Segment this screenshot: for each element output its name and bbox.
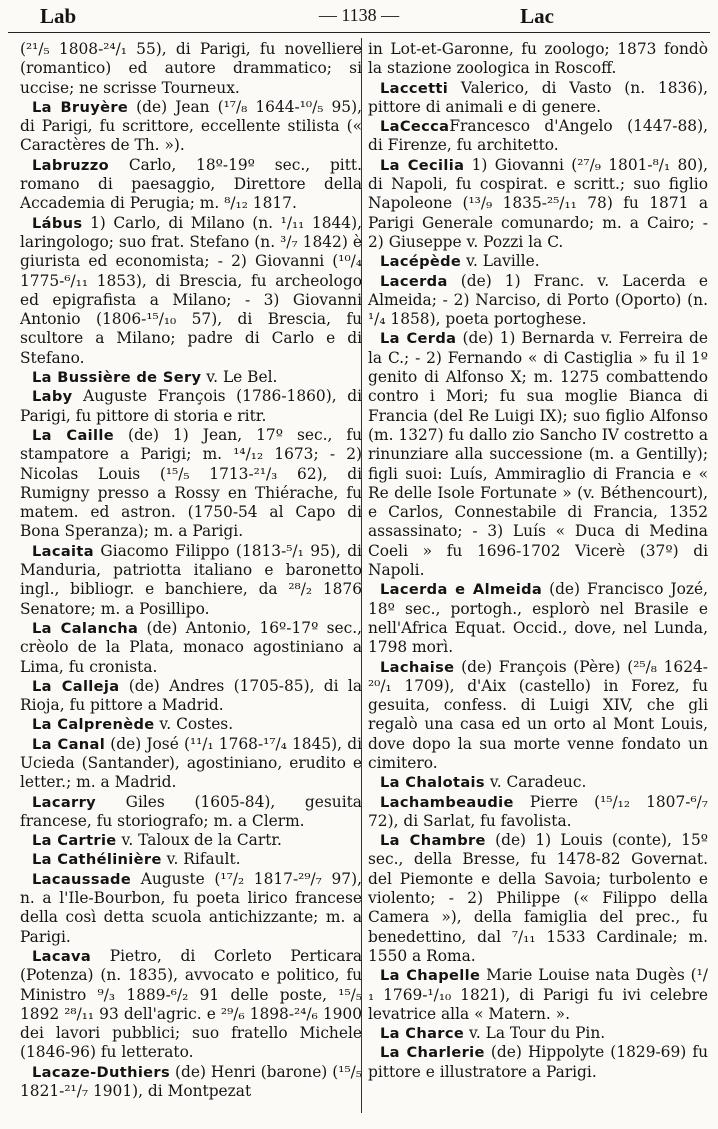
entry-text: (de) José (¹¹/₁ 1768-¹⁷/₄ 1845), di Ucieda (Santander), agostiniano, erudito e letter.; m. a Madrid. — [20, 734, 362, 792]
dictionary-entry — [20, 850, 362, 869]
entry-text: Pierre (¹⁵/₁₂ 1807-⁶/₇ 72), di Sarlat, fu favolista. — [368, 792, 708, 830]
dictionary-entry — [368, 773, 708, 792]
dictionary-entry — [20, 1063, 362, 1102]
entry-headword: La Bussière de Sery — [32, 369, 202, 387]
dictionary-entry — [20, 715, 362, 734]
dictionary-entry — [20, 426, 362, 542]
entry-text: (²¹/₅ 1808-²⁴/₁ 55), di Parigi, fu novelliere (romantico) ed autore drammatico; si uccise; ne scrisse Tourneux. — [20, 40, 362, 97]
entry-text: Giles (1605-84), gesuita francese, fu storiografo; m. a Clerm. — [20, 792, 362, 830]
entry-headword: Laccetti — [380, 79, 449, 97]
dictionary-entry — [20, 214, 362, 368]
entry-headword: La Calancha — [32, 619, 139, 637]
entry-headword: La Canal — [32, 735, 106, 753]
entry-headword: La Charlerie — [380, 1044, 485, 1062]
dictionary-entry — [20, 677, 362, 716]
entry-text: v. Costes. — [159, 715, 234, 734]
page-header — [0, 0, 718, 34]
entry-text: (de) Henri (barone) (¹⁵/₅ 1821-²¹/₇ 1901), di Montpezat — [20, 1062, 362, 1101]
dictionary-entry — [20, 870, 362, 947]
page-number: — 1138 — — [318, 5, 400, 25]
entry-text: (de) Antonio, 16º-17º sec., crèolo de la Plata, monaco agostiniano a Lima, fu cronista. — [20, 618, 362, 676]
entry-headword: La Cathélinière — [32, 851, 162, 869]
header-rule — [8, 32, 710, 33]
dictionary-entry — [368, 658, 708, 774]
entry-text: Giacomo Filippo (1813-⁵/₁ 95), di Manduria, patriotta italiano e baronetto ingl., bibliogr. e banchiere, da ²⁸/₂ 1876 Senatore; m. a Posillipo. — [20, 541, 362, 618]
entry-text: v. Taloux de la Cartr. — [121, 831, 282, 850]
header-right-keyword: Lac — [520, 4, 554, 28]
entry-headword: Lacaita — [32, 542, 94, 560]
dictionary-entry — [20, 793, 362, 832]
entry-headword: La Charce — [380, 1025, 465, 1043]
left-column — [20, 40, 362, 1101]
entry-text: v. Le Bel. — [206, 368, 278, 387]
entry-headword: La Chapelle — [380, 967, 481, 985]
entry-text: (de) François (Père) (²⁵/₈ 1624-²⁰/₁ 1709), d'Aix (castello) in Forez, fu gesuita, confess. di Luigi XIV, che gli regalò una casa ed un orto al Mont Louis, dove dopo la sua morte venne fondato un cimitero. — [368, 657, 708, 772]
entry-text: Valerico, di Vasto (n. 1836), pittore di animali e di genere. — [368, 78, 708, 116]
dictionary-entry — [368, 156, 708, 252]
entry-text: v. Rifault. — [166, 850, 241, 869]
entry-headword: Lachaise — [380, 658, 455, 676]
dictionary-entry — [20, 40, 362, 98]
dictionary-entry — [20, 619, 362, 677]
dictionary-entry — [368, 272, 708, 330]
entry-headword: La Caille — [32, 426, 114, 444]
entry-headword: La Cartrie — [32, 832, 117, 850]
dictionary-entry — [368, 831, 708, 966]
entry-text: (de) 1) Bernarda v. Ferreira de la C.; - 2) Fernando « di Castiglia » fu il 1º genito di Alfonso X; m. 1275 combattendo contro i Mori; fu sua moglie Bianca di Francia (del Re Luigi IX); suo figlio Alfonso (m. 1327) fu dallo zio Sancho IV costretto a rinunziare alla successione (m. a Gentilly); figli suoi: Luís, Ammiraglio di Francia e « Re delle Isole Fortunate » (v. Béthencourt), e Carlos, Connestabile di Francia, 1352 assassinato; - 3) Luís « Duca di Medina Coeli » fu 1696-1702 Vicerè (37º) di Napoli. — [368, 329, 708, 580]
entry-headword: La Calprenède — [32, 716, 155, 734]
dictionary-entry — [368, 329, 708, 580]
dictionary-entry — [368, 117, 708, 156]
entry-text: Auguste François (1786-1860), di Parigi, fu pittore di storia e ritr. — [20, 387, 362, 425]
entry-headword: LaCecca — [380, 118, 450, 136]
entry-text: v. Caradeuc. — [489, 773, 587, 792]
entry-text: v. Laville. — [466, 252, 540, 271]
header-left-keyword: Lab — [40, 4, 77, 28]
entry-headword: La Cecilia — [380, 156, 465, 174]
dictionary-entry — [368, 252, 708, 271]
entry-headword: La Bruyère — [32, 98, 129, 116]
entry-text: Marie Louise nata Dugès (¹/₁ 1769-¹/₁₀ 1821), di Parigi fu ivi celebre levatrice alla « Matern. ». — [368, 966, 708, 1023]
entry-headword: Lacaussade — [32, 870, 132, 888]
dictionary-entry — [20, 947, 362, 1063]
entry-text: v. La Tour du Pin. — [468, 1024, 606, 1043]
entry-text: (de) 1) Jean, 17º sec., fu stampatore a Parigi; m. ¹⁴/₁₂ 1673; - 2) Nicolas Louis (¹⁵/₅ 1713-²¹/₃ 62), di Rumigny presso a Rossy en Thiérache, fu matem. ed astron. (1750-54 al Capo di Bona Speranza); m. a Parigi. — [20, 425, 362, 541]
entry-headword: Lacerda e Almeida — [380, 581, 543, 599]
entry-headword: La Calleja — [32, 677, 120, 695]
dictionary-entry — [368, 1024, 708, 1043]
entry-text: (de) Jean (¹⁷/₈ 1644-¹⁰/₅ 95), di Parigi, fu scrittore, eccellente stilista (« Caractères de Th. »). — [20, 97, 362, 155]
entry-text: Francesco d'Angelo (1447-88), di Firenze, fu architetto. — [368, 117, 708, 155]
entry-text: in Lot-et-Garonne, fu zoologo; 1873 fondò la stazione zoologica in Roscoff. — [368, 40, 708, 78]
dictionary-entry — [20, 98, 362, 156]
entry-headword: Laby — [32, 388, 73, 406]
dictionary-entry — [368, 1043, 708, 1082]
entry-headword: Lacerda — [380, 272, 448, 290]
entry-text: Carlo, 18º-19º sec., pitt. romano di paesaggio, Direttore della Accademia di Perugia; m. ⁸/₁₂ 1817. — [20, 155, 362, 213]
entry-headword: Labruzzo — [32, 156, 109, 174]
entry-text: Pietro, di Corleto Perticara (Potenza) (n. 1835), avvocato e politico, fu Ministro ⁹/₃ 1889-⁶/₂ 91 delle poste, ¹⁵/₅ 1892 ²⁸/₁₁ 93 dell'agric. e ²⁹/₆ 1898-²⁴/₆ 1900 dei lavori pubblici; suo fratello Michele (1846-96) fu letterato. — [20, 946, 362, 1062]
entry-text: (de) 1) Louis (conte), 15º sec., della Bresse, fu 1478-82 Governat. del Piemonte e della Savoia; turbolento e violento; - 2) Philippe (« Filippo della Camera »), della famiglia del prec., fu benedettino, dal ⁷/₁₁ 1533 Cardinale; m. 1550 a Roma. — [368, 831, 708, 965]
dictionary-entry — [368, 793, 708, 832]
dictionary-entry — [20, 156, 362, 214]
dictionary-entry — [20, 831, 362, 850]
entry-headword: La Chalotais — [380, 774, 485, 792]
entry-headword: La Cerda — [380, 330, 457, 348]
entry-text: Auguste (¹⁷/₂ 1817-²⁹/₇ 97), n. a l'Ile-Bourbon, fu poeta lirico francese della così detta scuola antichizzante; m. a Parigi. — [20, 869, 362, 946]
entry-text: (de) 1) Franc. v. Lacerda e Almeida; - 2) Narciso, di Porto (Oporto) (n. ¹/₄ 1858), poeta portoghese. — [368, 271, 708, 329]
entry-text: (de) Francisco Jozé, 18º sec., portogh., esplorò nel Brasile e nell'Africa Equat. Occid., dove, nel Lunda, 1798 morì. — [368, 580, 708, 657]
dictionary-entry — [368, 966, 708, 1024]
entry-headword: Lacaze-Duthiers — [32, 1063, 170, 1081]
dictionary-entry — [20, 387, 362, 426]
dictionary-entry — [20, 735, 362, 793]
entry-headword: Lacépède — [380, 253, 462, 271]
dictionary-entry — [20, 542, 362, 619]
entry-headword: Lachambeaudie — [380, 793, 514, 811]
dictionary-entry — [368, 40, 708, 79]
entry-text: 1) Giovanni (²⁷/₉ 1801-⁸/₁ 80), di Napoli, fu cospirat. e scritt.; suo figlio Napoleone (¹³/₉ 1835-²⁵/₁₁ 78) fu 1871 a Parigi Generale comunardo; m. a Cairo; - 2) Giuseppe v. Pozzi la C. — [368, 155, 708, 251]
dictionary-entry — [20, 368, 362, 387]
dictionary-entry — [368, 580, 708, 657]
entry-text: (de) Andres (1705-85), di la Rioja, fu pittore a Madrid. — [20, 676, 362, 715]
entry-text: (de) Hippolyte (1829-69) fu pittore e illustratore a Parigi. — [368, 1043, 708, 1081]
entry-headword: Lacava — [32, 947, 92, 965]
entry-text: 1) Carlo, di Milano (n. ¹/₁₁ 1844), laringologo; suo frat. Stefano (n. ³/₇ 1842) è giurista ed economista; - 2) Giovanni (¹⁰/₄ 1775-⁶/₁₁ 1853), di Brescia, fu archeologo ed epigrafista a Milano; - 3) Giovanni Antonio (1806-¹⁵/₁₀ 57), di Brescia, fu scultore a Milano; padre di Carlo e di Stefano. — [20, 213, 362, 367]
dictionary-entry — [368, 79, 708, 118]
entry-headword: La Chambre — [380, 832, 486, 850]
right-column — [368, 40, 708, 1082]
entry-headword: Lábus — [32, 214, 83, 232]
entry-headword: Lacarry — [32, 793, 97, 811]
